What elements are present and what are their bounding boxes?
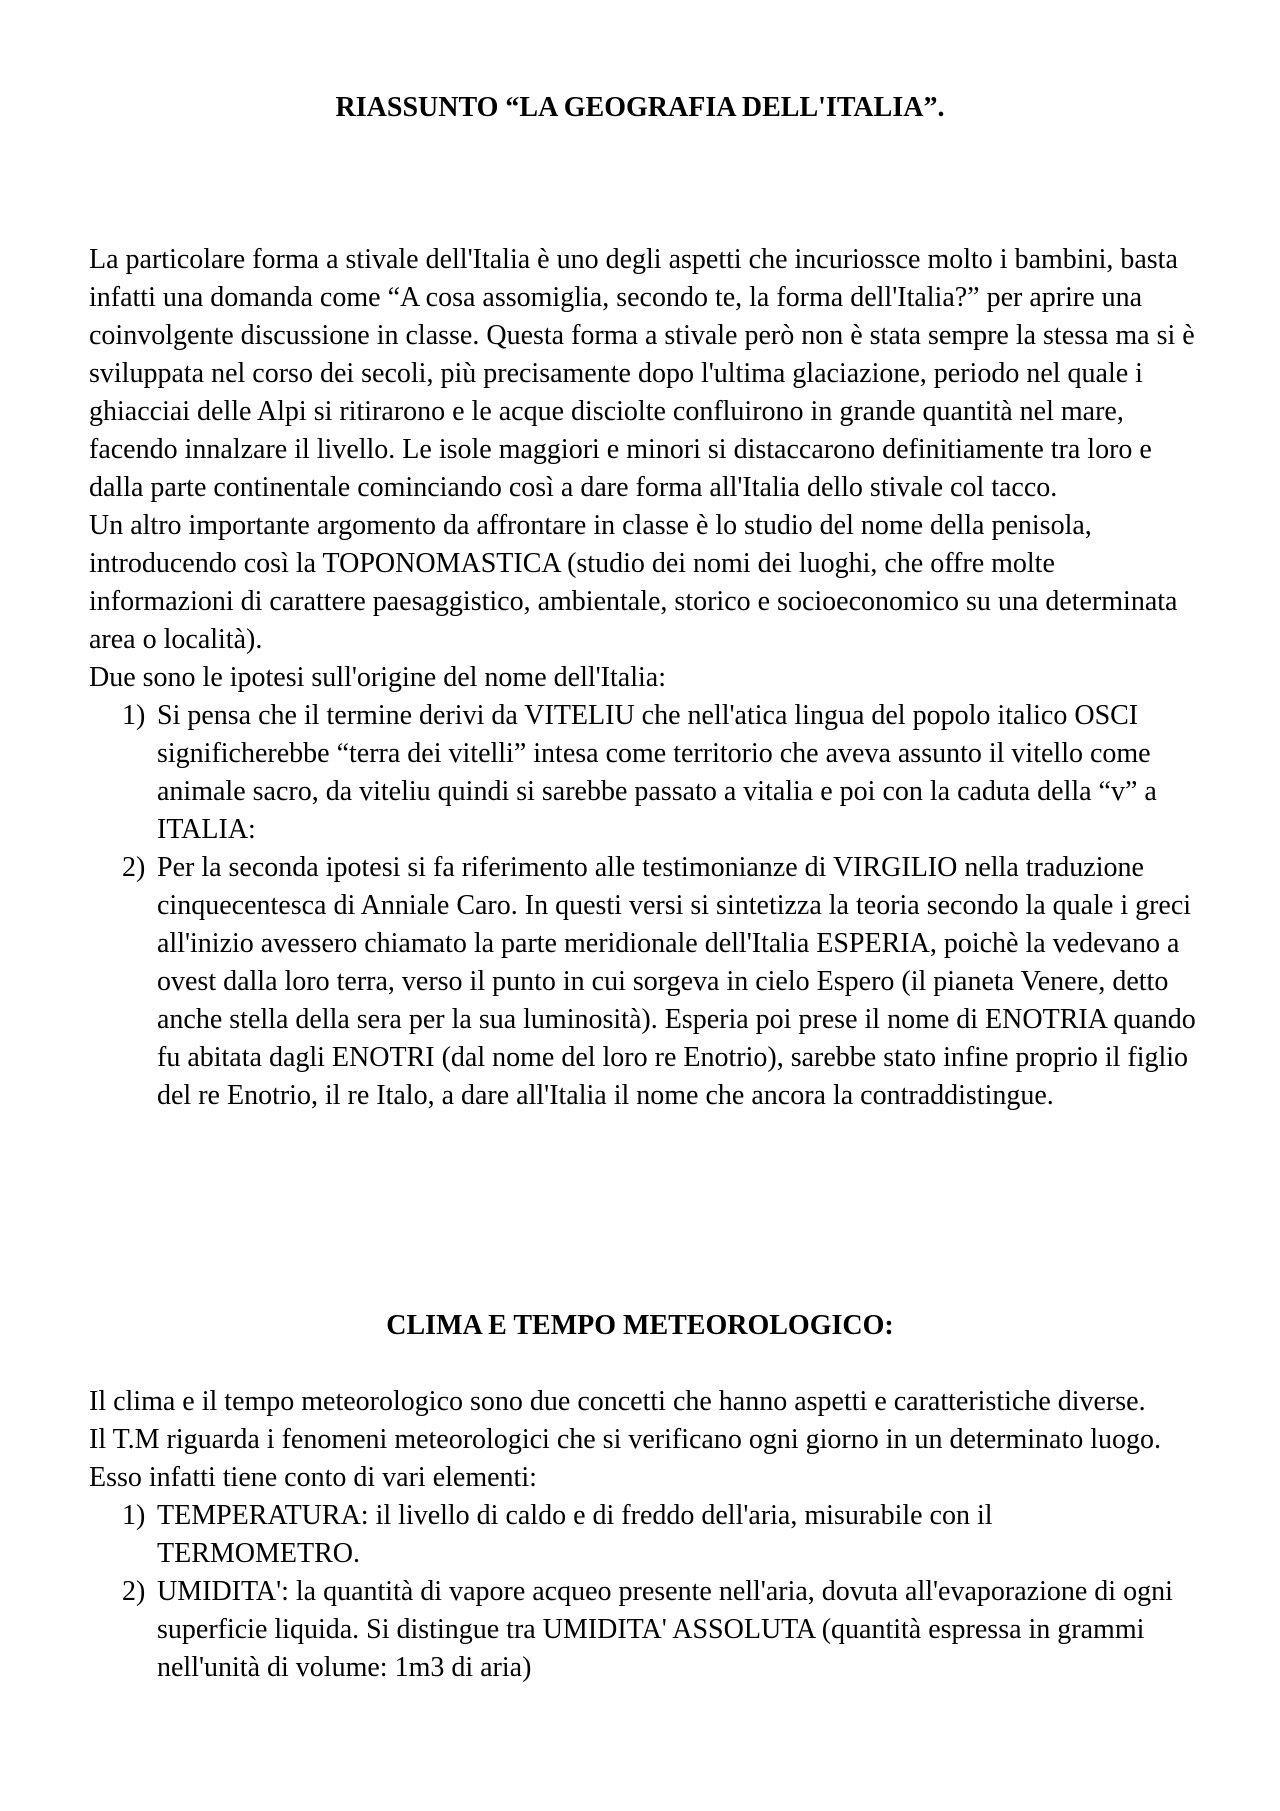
paragraph-toponomastica: Un altro importante argomento da affrontare in classe è lo studio del nome della penisola, introducendo così la TOPONOMASTICA (studio dei nomi dei luoghi, che offre molte informazioni di carattere paesaggistico, ambientale, storico e socioeconomico su una determinata area o località). xyxy=(89,510,1178,655)
intro-section xyxy=(89,241,1199,1115)
paragraph-tempo-meteorologico: Il T.M riguarda i fenomeni meteorologici che si verificano ogni giorno in un determinato luogo. Esso infatti tiene conto di vari elementi: xyxy=(89,1424,1162,1493)
section-title-clima: CLIMA E TEMPO METEOROLOGICO: xyxy=(386,1310,894,1341)
list-item-text: Per la seconda ipotesi si fa riferimento alle testimonianze di VIRGILIO nella traduzione cinquecentesca di Anniale Caro. In questi versi si sintetizza la teoria secondo la quale i greci all'inizio avessero chiamato la parte meridionale dell'Italia ESPERIA, poichè la vedevano a ovest dalla loro terra, verso il punto in cui sorgeva in cielo Espero (il pianeta Venere, detto anche stella della sera per la sua luminosità). Esperia poi prese il nome di ENOTRIA quando fu abitata dagli ENOTRI (dal nome del loro re Enotrio), sarebbe stato infine proprio il figlio del re Enotrio, il re Italo, a dare all'Italia il nome che ancora la contraddistingue. xyxy=(157,852,1196,1111)
clima-section xyxy=(89,1383,1199,1687)
document-title: RIASSUNTO “LA GEOGRAFIA DELL'ITALIA”. xyxy=(335,92,945,123)
paragraph-clima-intro: Il clima e il tempo meteorologico sono due concetti che hanno aspetti e caratteristiche diverse. xyxy=(89,1386,1146,1417)
paragraph-forma-stivale: La particolare forma a stivale dell'Italia è uno degli aspetti che incuriossce molto i bambini, basta infatti una domanda come “A cosa assomiglia, secondo te, la forma dell'Italia?” per aprire una coinvolgente discussione in classe. Questa forma a stivale però non è stata sempre la stessa ma si è sviluppata nel corso dei secoli, più precisamente dopo l'ultima glaciazione, periodo nel quale i ghiacciai delle Alpi si ritirarono e le acque disciolte confluirono in grande quantità nel mare, facendo innalzare il livello. Le isole maggiori e minori si distaccarono definitiamente tra loro e dalla parte continentale cominciando così a dare forma all'Italia dello stivale col tacco. xyxy=(89,244,1195,503)
list-item xyxy=(89,1497,1199,1573)
list-item-number: 2) xyxy=(122,1576,146,1607)
list-item xyxy=(89,1573,1199,1687)
list-item xyxy=(89,697,1199,849)
clima-elements-list xyxy=(89,1497,1199,1687)
list-item-text: TEMPERATURA: il livello di caldo e di freddo dell'aria, misurabile con il TERMOMETRO. xyxy=(157,1500,993,1569)
list-item-text: Si pensa che il termine derivi da VITELIU che nell'atica lingua del popolo italico OSCI significherebbe “terra dei vitelli” intesa come territorio che aveva assunto il vitello come animale sacro, da viteliu quindi si sarebbe passato a vitalia e poi con la caduta della “v” a ITALIA: xyxy=(157,700,1157,845)
list-item-number: 1) xyxy=(122,1500,146,1531)
list-item xyxy=(89,849,1199,1115)
paragraph-ipotesi-intro: Due sono le ipotesi sull'origine del nome dell'Italia: xyxy=(89,662,666,693)
list-item-number: 2) xyxy=(122,852,146,883)
hypotheses-list xyxy=(89,697,1199,1115)
list-item-number: 1) xyxy=(122,700,146,731)
list-item-text: UMIDITA': la quantità di vapore acqueo presente nell'aria, dovuta all'evaporazione di ogni superficie liquida. Si distingue tra UMIDITA' ASSOLUTA (quantità espressa in grammi nell'unità di volume: 1m3 di aria) xyxy=(157,1576,1173,1683)
